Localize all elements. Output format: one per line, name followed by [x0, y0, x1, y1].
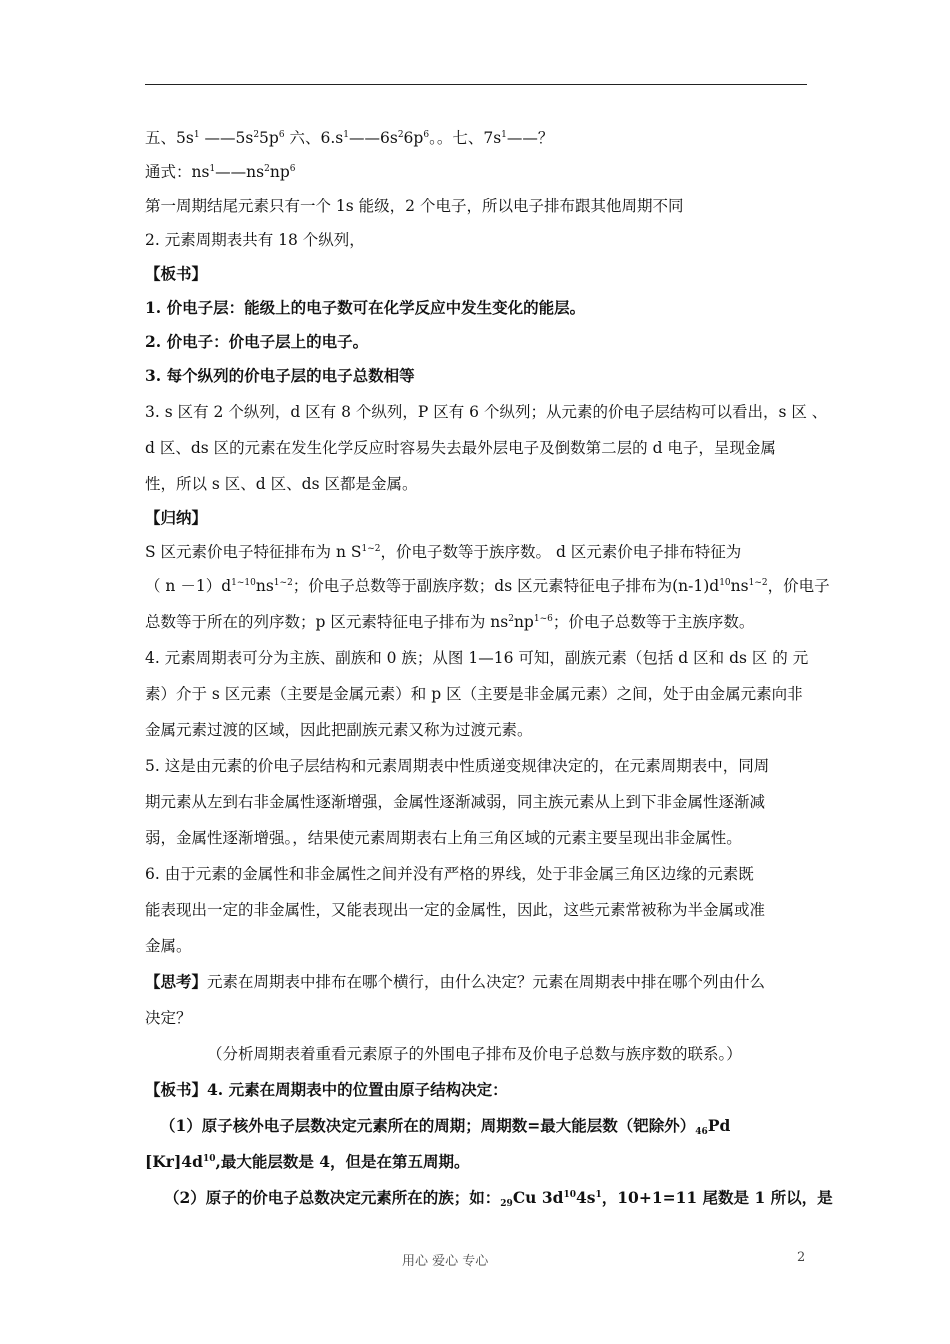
text-line-22: 6. 由于元素的金属性和非金属性之间并没有严格的界线，处于非金属三角区边缘的元素既: [145, 865, 754, 883]
text-line-18: 金属元素过渡的区域，因此把副族元素又称为过渡元素。: [145, 721, 533, 739]
text-line-15: 总数等于所在的列序数；p 区元素特征电子排布为 $ns^2np^{1\sim 6}$；价电子总数等于主族序数。: [145, 613, 755, 631]
text-line-19: 5. 这是由元素的价电子层结构和元素周期表中性质递变规律决定的，在元素周期表中，同周: [145, 757, 770, 775]
text-line-30: $[Kr]4d^{10}$,最大能层数是 4，但是在第五周期。: [145, 1152, 470, 1171]
text-line-11: 性，所以 s 区、d 区、ds 区都是金属。: [145, 475, 418, 493]
page-number: 2: [797, 1250, 806, 1265]
text-line-8: 3. 每个纵列的价电子层的电子总数相等: [145, 366, 415, 385]
section-heading: 【板书】: [145, 264, 208, 283]
text-line-16: 4. 元素周期表可分为主族、副族和 0 族；从图 1—16 可知，副族元素（包括 d 区和 ds 区 的 元: [145, 649, 809, 667]
text-line-27: （分析周期表着重看元素原子的外围电子排布及价电子总数与族序数的联系。）: [207, 1045, 742, 1063]
text-line-4: 2. 元素周期表共有 18 个纵列，: [145, 231, 365, 249]
section-heading: 【归纳】: [145, 508, 208, 527]
text-line-25: 【思考】元素在周期表中排布在哪个横行，由什么决定？元素在周期表中排在哪个列由什么: [145, 972, 766, 991]
text-line-2: 通式：$ns^1——ns^2np^6$: [145, 163, 296, 181]
text-line-29: （1）原子核外电子层数决定元素所在的周期；周期数=最大能层数（钯除外）$_{46}Pd$: [160, 1116, 731, 1137]
text-line-3: 第一周期结尾元素只有一个 1s 能级，2 个电子，所以电子排布跟其他周期不同: [145, 197, 684, 215]
text-line-21: 弱，金属性逐渐增强。，结果使元素周期表右上角三角区域的元素主要呈现出非金属性。: [145, 829, 742, 847]
text-line-14: （ $n -1)d^{1\sim 10}ns^{1\sim 2}$；价电子总数等于副族序数；ds 区元素特征电子排布为$(n-1)d^{10}ns^{1\sim 2}$，价电子: [145, 577, 830, 595]
text-line-28: 【板书】4. 元素在周期表中的位置由原子结构决定：: [145, 1080, 508, 1099]
header-rule: [145, 84, 807, 85]
text-line-7: 2. 价电子：价电子层上的电子。: [145, 332, 369, 351]
text-line-1: 五、$5s^1$ $——5s^25p^6$ 六、$6.s^1——6s^26p^6$。。七、$7s^1——$？: [145, 129, 554, 147]
text-line-26: 决定？: [145, 1009, 192, 1027]
text-line-9: 3. s 区有 2 个纵列，d 区有 8 个纵列，P 区有 6 个纵列；从元素的价电子层结构可以看出，s 区 、: [145, 403, 828, 421]
footer-motto: 用心 爱心 专心: [402, 1254, 489, 1269]
text-line-24: 金属。: [145, 937, 192, 955]
text-line-17: 素）介于 s 区元素（主要是金属元素）和 p 区（主要是非金属元素）之间，处于由金属元素向非: [145, 685, 803, 703]
text-line-23: 能表现出一定的非金属性，又能表现出一定的金属性，因此，这些元素常被称为半金属或准: [145, 901, 766, 919]
text-line-13: S 区元素价电子特征排布为 n $S^{1\sim 2}$，价电子数等于族序数。 d 区元素价电子排布特征为: [145, 543, 742, 561]
text-line-10: d 区、ds 区的元素在发生化学反应时容易失去最外层电子及倒数第二层的 d 电子，呈现金属: [145, 439, 776, 457]
text-line-20: 期元素从左到右非金属性逐渐增强，金属性逐渐减弱，同主族元素从上到下非金属性逐渐减: [145, 793, 766, 811]
text-line-6: 1. 价电子层：能级上的电子数可在化学反应中发生变化的能层。: [145, 298, 586, 317]
text-line-31: （2）原子的价电子总数决定元素所在的族；如：$_{29}$Cu $3d^{10}4s^1$，10+1=11 尾数是 1 所以，是: [164, 1188, 833, 1209]
